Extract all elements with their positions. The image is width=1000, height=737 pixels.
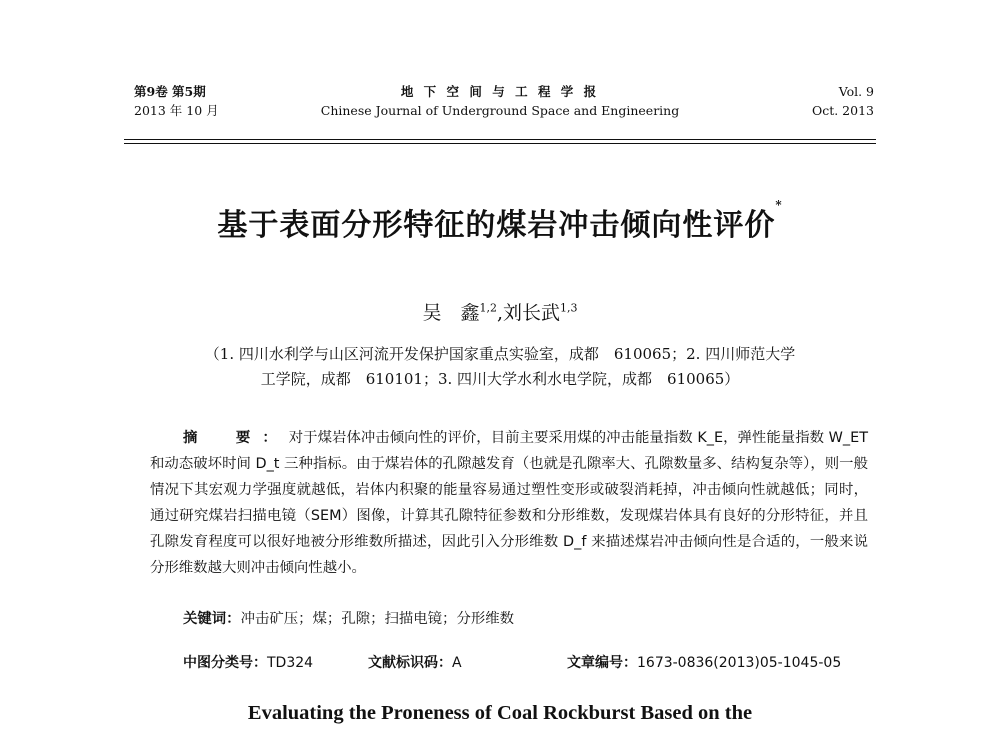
journal-name-en: Chinese Journal of Underground Space and Engineering <box>320 103 680 118</box>
keywords-text: 冲击矿压；煤；孔隙；扫描电镜；分形维数 <box>240 611 515 627</box>
abstract <box>150 425 868 581</box>
document-code-label: 文献标识码： <box>368 655 452 671</box>
author-line <box>0 298 1000 325</box>
date-cn: 2013 年 10 月 <box>134 103 219 118</box>
running-header <box>124 82 876 142</box>
header-right <box>812 82 874 120</box>
author-2-affil: 1,3 <box>560 301 578 315</box>
clc-number <box>183 651 313 675</box>
header-rule-thin <box>124 143 876 144</box>
affiliation-line-1: （1. 四川水利学与山区河流开发保护国家重点实验室，成都 610065；2. 四川师范大学 <box>204 345 796 363</box>
header-center <box>124 82 876 120</box>
affiliations <box>150 342 850 392</box>
paper-title <box>0 200 1000 244</box>
article-number-value: 1673-0836(2013)05-1045-05 <box>637 655 842 671</box>
abstract-label: 摘 要： <box>183 430 289 446</box>
title-footnote-mark: * <box>775 198 783 212</box>
volume-en: Vol. 9 <box>838 84 874 99</box>
keywords <box>183 606 873 632</box>
author-separator: , <box>496 302 504 324</box>
author-2-name: 刘长武 <box>503 302 561 324</box>
affiliation-line-2: 工学院，成都 610101；3. 四川大学水利水电学院，成都 610065） <box>260 370 740 388</box>
abstract-text: 对于煤岩体冲击倾向性的评价，目前主要采用煤的冲击能量指数 K_E，弹性能量指数 W_ET和动态破坏时间 D_t 三种指标。由于煤岩体的孔隙越发育（也就是孔隙率大、孔隙数量多、结构复杂等），则一般情况下其宏观力学强度就越低，岩体内积聚的能量容易通过塑性变形或破裂消耗掉，冲击倾向性就越低；同时，通过研究煤岩扫描电镜（SEM）图像，计算其孔隙特征参数和分形维数，发现煤岩体具有良好的分形特征，并且孔隙发育程度可以很好地被分形维数所描述，因此引入分形维数 D_f 来描述煤岩冲击倾向性是合适的，一般来说分形维数越大则冲击倾向性越小。 <box>150 430 868 576</box>
author-1-affil: 1,2 <box>479 301 497 315</box>
article-number <box>567 651 841 675</box>
journal-name-cn: 地 下 空 间 与 工 程 学 报 <box>400 84 600 99</box>
paper-title-text: 基于表面分形特征的煤岩冲击倾向性评价 <box>217 208 776 243</box>
document-code <box>368 651 462 675</box>
keywords-label: 关键词： <box>183 611 241 627</box>
clc-label: 中图分类号： <box>183 655 267 671</box>
volume-issue-cn: 第9卷 第5期 <box>134 84 206 99</box>
article-number-label: 文章编号： <box>567 655 637 671</box>
clc-value: TD324 <box>267 655 314 671</box>
header-rule-thick <box>124 139 876 140</box>
date-en: Oct. 2013 <box>811 103 874 118</box>
author-1-name: 吴 鑫 <box>422 302 480 324</box>
english-title: Evaluating the Proneness of Coal Rockburst Based on the <box>247 702 753 724</box>
document-code-value: A <box>452 655 462 671</box>
